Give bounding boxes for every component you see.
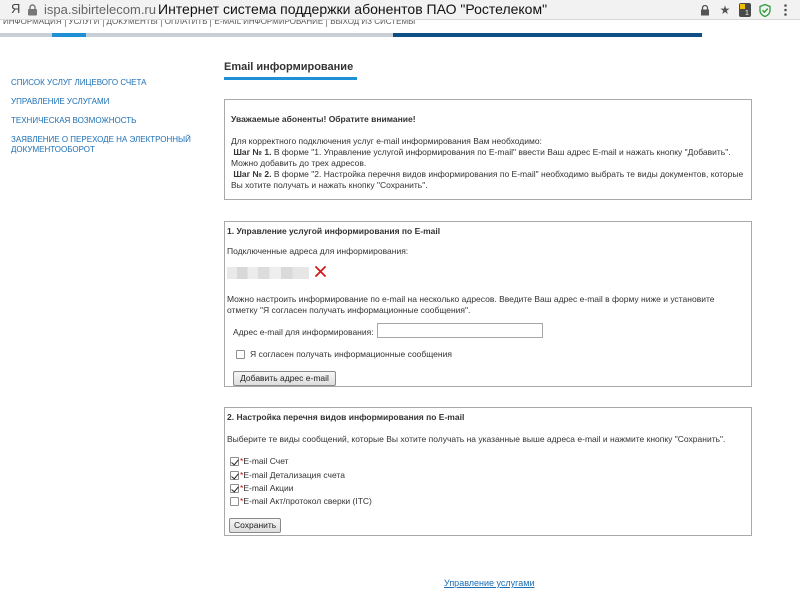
- option-checkbox-detail[interactable]: [230, 471, 239, 480]
- page-title[interactable]: Интернет система поддержки абонентов ПАО "Ростелеком": [158, 1, 548, 17]
- notice-step2: [231, 169, 746, 191]
- notice-step1: [231, 147, 746, 169]
- option-checkbox-reconciliation[interactable]: [230, 497, 239, 506]
- masked-email-address: [227, 267, 309, 279]
- step1-text: В форме "1. Управление услугой информирования по E-mail" ввести Ваш адрес E-mail и нажать кнопку "Добавить". Можно добавить до трех адресов.: [231, 147, 731, 168]
- top-menu-item-pay[interactable]: ОПЛАТИТЬ: [162, 20, 212, 27]
- required-mark: *: [240, 456, 244, 466]
- option-text-detail: E-mail Детализация счета: [243, 470, 345, 480]
- agree-checkbox[interactable]: [236, 350, 245, 359]
- option-checkbox-invoice[interactable]: [230, 457, 239, 466]
- menu-stripe-active: [52, 33, 86, 37]
- url-domain[interactable]: ispa.sibirtelecom.ru: [44, 2, 156, 17]
- top-menu-item-documents[interactable]: ДОКУМЕНТЫ: [104, 20, 162, 27]
- section1-info: Можно настроить информирование по e-mail на несколько адресов. Введите Ваш адрес e-mail в форму ниже и установите отметку "Я согласен получать информационные сообщения".: [227, 294, 715, 315]
- section2-description: Выберите те виды сообщений, которые Вы хотите получать на указанные выше адреса e-mail и нажмите кнопку "Сохранить".: [227, 434, 726, 444]
- top-menu-item-logout[interactable]: ВЫХОД ИЗ СИСТЕМЫ: [330, 20, 416, 26]
- notice-panel: [224, 99, 752, 200]
- sidebar-item-technical-possibility[interactable]: ТЕХНИЧЕСКАЯ ВОЗМОЖНОСТЬ: [11, 116, 137, 125]
- browser-toolbar-icons: [698, 2, 800, 18]
- top-menu-item-info[interactable]: ИНФОРМАЦИЯ: [0, 20, 66, 27]
- option-checkbox-promo[interactable]: [230, 484, 239, 493]
- save-button[interactable]: Сохранить: [229, 518, 281, 533]
- svg-text:1: 1: [745, 10, 749, 17]
- sidebar-item-edo-application[interactable]: ЗАЯВЛЕНИЕ О ПЕРЕХОДЕ НА ЭЛЕКТРОННЫЙ ДОКУМЕНТООБОРОТ: [11, 135, 191, 154]
- lock-icon: [27, 4, 38, 16]
- email-types-panel: [224, 407, 752, 536]
- step2-text: В форме "2. Настройка перечня видов информирования по E-mail" необходимо выбрать те виды документов, которые Вы хотите получать и нажать кнопку "Сохранить".: [231, 169, 744, 190]
- padlock-icon[interactable]: [698, 3, 712, 17]
- extension-icon[interactable]: [738, 3, 752, 17]
- required-mark: *: [240, 496, 244, 506]
- option-label-reconciliation: [240, 496, 372, 506]
- top-menu: [0, 20, 800, 30]
- email-field[interactable]: [377, 323, 543, 338]
- sidebar-item-service-management[interactable]: УПРАВЛЕНИЕ УСЛУГАМИ: [11, 97, 110, 106]
- option-text-reconciliation: E-mail Акт/протокол сверки (ITC): [243, 496, 372, 506]
- sidebar-item-service-list[interactable]: СПИСОК УСЛУГ ЛИЦЕВОГО СЧЕТА: [11, 78, 147, 87]
- step2-label: Шаг № 2.: [233, 169, 272, 179]
- email-management-panel: [224, 221, 752, 387]
- heading-underline: [224, 77, 357, 80]
- required-mark: *: [240, 483, 244, 493]
- required-mark: *: [240, 470, 244, 480]
- section2-title: 2. Настройка перечня видов информирования по E-mail: [227, 412, 465, 422]
- agree-label: Я согласен получать информационные сообщения: [250, 349, 452, 359]
- main-heading: Email информирование: [224, 61, 354, 73]
- top-menu-item-email[interactable]: E-MAIL ИНФОРМИРОВАНИЕ: [211, 20, 327, 27]
- email-field-label: Адрес e-mail для информирования:: [233, 327, 374, 337]
- star-icon[interactable]: ★: [719, 3, 731, 17]
- option-label-invoice: [240, 456, 289, 466]
- notice-heading: Уважаемые абоненты! Обратите внимание!: [231, 114, 416, 124]
- notice-intro: Для корректного подключения услуг e-mail информирования Вам необходимо:: [231, 136, 542, 146]
- yandex-logo[interactable]: Я: [11, 1, 21, 16]
- menu-stripe-dark: [393, 33, 702, 37]
- option-label-promo: [240, 483, 294, 493]
- connected-addresses-label: Подключенные адреса для информирования:: [227, 246, 409, 256]
- delete-icon[interactable]: [315, 266, 326, 277]
- notice-text: [231, 136, 746, 191]
- top-menu-item-services[interactable]: УСЛУГИ: [66, 20, 104, 27]
- option-text-promo: E-mail Акции: [243, 483, 294, 493]
- shield-check-icon[interactable]: [758, 3, 772, 17]
- menu-icon[interactable]: [778, 3, 792, 17]
- browser-address-bar: [0, 0, 800, 20]
- add-email-button[interactable]: Добавить адрес e-mail: [233, 371, 336, 386]
- option-text-invoice: E-mail Счет: [243, 456, 289, 466]
- step1-label: Шаг № 1.: [233, 147, 272, 157]
- section1-title: 1. Управление услугой информирования по E-mail: [227, 226, 441, 236]
- service-management-link[interactable]: Управление услугами: [444, 578, 535, 588]
- option-label-detail: [240, 470, 345, 480]
